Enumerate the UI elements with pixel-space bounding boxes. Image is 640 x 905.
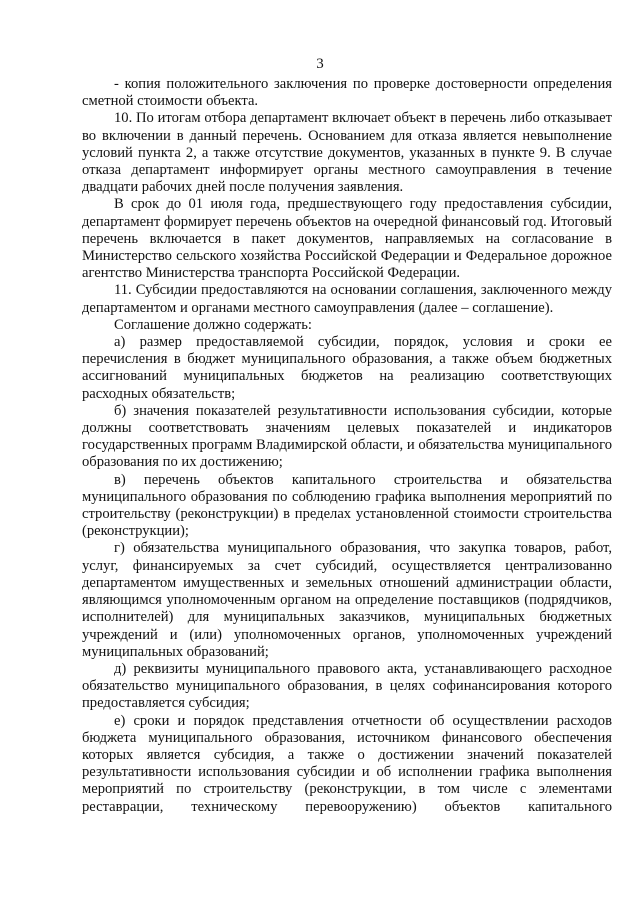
paragraph-item-10: 10. По итогам отбора департамент включает объект в перечень либо отказывает во включении в данный перечень. Основанием для отказа является невыполнение условий пункта 2, а также отсутствие документов, указанных в пункте 9. В случае отказа департамент информирует органы местного самоуправления в течение двадцати рабочих дней после получения заявления. [82, 110, 612, 196]
paragraph-agreement-contents: Соглашение должно содержать: [114, 316, 312, 333]
paragraph-subitem-v: в) перечень объектов капитального строительства и обязательства муниципального образования по соблюдению графика выполнения мероприятий по строительству (реконструкции) в пределах установленной стоимости строительства (реконструкции); [82, 471, 612, 540]
paragraph-deadline: В срок до 01 июля года, предшествующего году предоставления субсидии, департамент формирует перечень объектов на очередной финансовый год. Итоговый перечень включается в пакет документов, направляемых на согласование в Министерство сельского хозяйства Российской Федерации и Федеральное дорожное агентство Министерства транспорта Российской Федерации. [82, 196, 612, 282]
paragraph-subitem-a: а) размер предоставляемой субсидии, порядок, условия и сроки ее перечисления в бюджет муниципального образования, а также объем бюджетных ассигнований муниципальных бюджетов на реализацию соответствующих расходных обязательств; [82, 334, 612, 402]
paragraph-copy-conclusion: - копия положительного заключения по проверке достоверности определения сметной стоимости объекта. [82, 76, 612, 110]
page-number: 3 [316, 56, 324, 72]
document-body [82, 76, 612, 816]
paragraph-item-11: 11. Субсидии предоставляются на основании соглашения, заключенного между департаментом и органами местного самоуправления (далее – соглашение). [82, 282, 612, 316]
paragraph-subitem-e: е) сроки и порядок представления отчетности об осуществлении расходов бюджета муниципального образования, источником финансового обеспечения которых является субсидия, а также о достижении значений показателей результативности использования субсидии и об исполнении графика выполнения мероприятий по строительству (реконструкции, в том числе с элементами реставрации, техническому перевооружению) объектов капитального [82, 712, 612, 815]
paragraph-subitem-g: г) обязательства муниципального образования, что закупка товаров, работ, услуг, финансируемых за счет субсидий, осуществляется централизованно департаментом имущественных и земельных отношений администрации области, являющимся уполномоченным органом на определение поставщиков (подрядчиков, исполнителей) для муниципальных заказчиков, муниципальных бюджетных учреждений и (или) уполномоченных органов, уполномоченных учреждений муниципальных образований; [82, 540, 612, 660]
paragraph-subitem-d: д) реквизиты муниципального правового акта, устанавливающего расходное обязательство муниципального образования, в целях софинансирования которого предоставляется субсидия; [82, 660, 612, 712]
paragraph-subitem-b: б) значения показателей результативности использования субсидии, которые должны соответствовать значениям целевых показателей и индикаторов государственных программ Владимирской области, и обязательства муниципального образования по их достижению; [82, 402, 612, 471]
